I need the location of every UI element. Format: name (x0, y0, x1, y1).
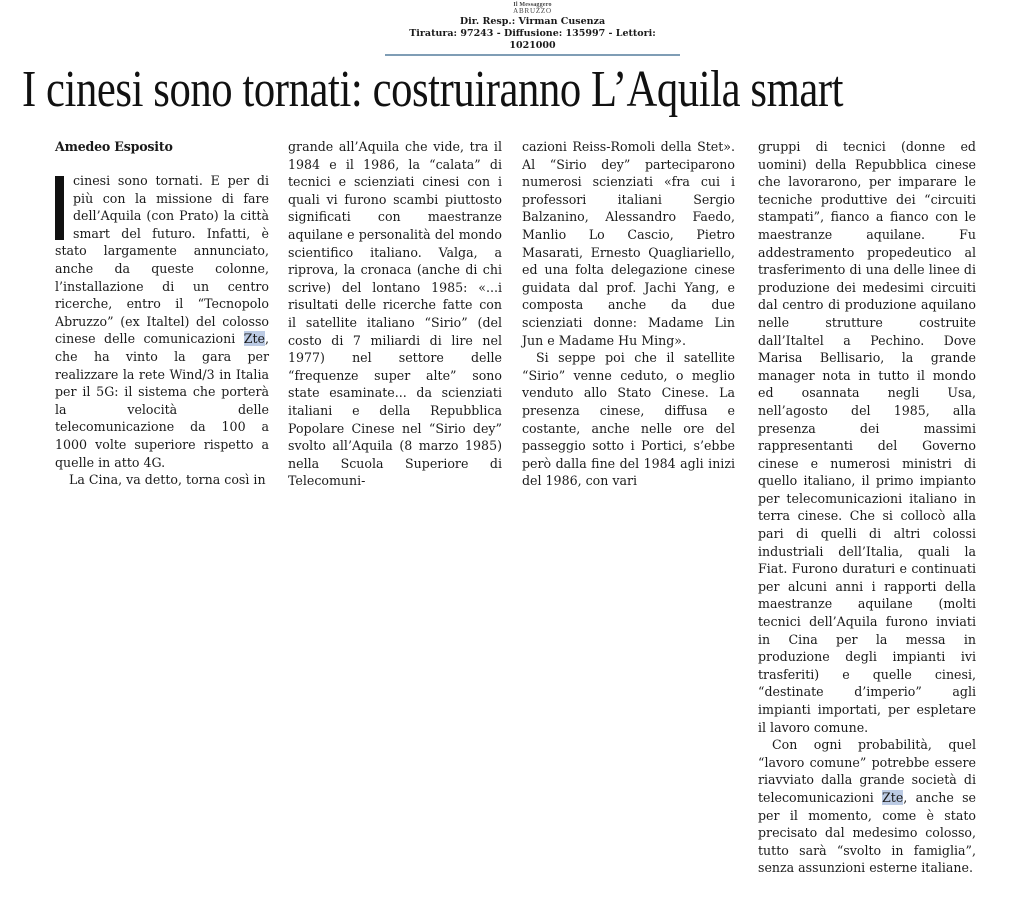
paragraph: Si seppe poi che il satellite “Sirio” venne ceduto, o meglio venduto allo Stato Cinese. La presenza cinese, diffusa e costante, anche nelle ore del passeggio sotto i Portici, s’ebbe però dalla fine del 1984 agli inizi del 1986, con vari (522, 350, 735, 489)
paragraph: cazioni Reiss-Romoli della Stet». Al “Sirio dey” parteciparono numerosi scienziati «fra cui i professori italiani Sergio Balzanino, Alessandro Faedo, Manlio Lo Cascio, Pietro Masarati, Ernesto Quagliariello, ed una folta delegazione cinese guidata dal prof. Jachi Yang, e composta anche da due scienziati donne: Madame Lin Jun e Madame Hu Ming». (522, 139, 735, 348)
highlighted-term[interactable]: Zte (882, 789, 904, 805)
masthead-rule (385, 54, 680, 56)
article-column-2 (288, 138, 502, 490)
article-column-3 (522, 138, 735, 490)
logo-line-1: Il Messaggero (513, 2, 552, 8)
article-column-4 (758, 138, 976, 877)
headline: I cinesi sono tornati: costruiranno L’Aquila smart (22, 61, 844, 118)
logo-line-2: ABRUZZO (513, 7, 552, 15)
paragraph-text: cinesi sono tornati. E per di più con la missione di fare dell’Aquila (con Prato) la città smart del futuro. Infatti, è stato largamente annunciato, anche da queste colonne, l’installazione di un centro ricerche, entro il “Tecnopolo Abruzzo” (ex Italtel) del colosso cinese delle comunicazioni (55, 173, 269, 347)
director-line: Dir. Resp.: Virman Cusenza (459, 16, 606, 27)
paragraph (758, 736, 976, 877)
paragraph: gruppi di tecnici (donne ed uomini) della Repubblica cinese che lavorarono, per imparare le tecniche produttive dei “circuiti stampati”, fianco a fianco con le maestranze aquilane. Fu addestramento propedeutico al trasferimento di una delle linee di produzione dei medesimi circuiti dal centro di produzione aquilano nelle strutture costruite dall’Italtel a Pechino. Dove Marisa Bellisario, la grande manager nota in tutto il mondo ed osannata negli Usa, nell’agosto del 1985, alla presenza dei massimi rappresentanti del Governo cinese e numerosi ministri di quello italiano, il primo impianto per telecomunicazioni italiano in terra cinese. Che si collocò alla pari di quelli di altri colossi industriali dell’Italia, quali la Fiat. Furono duraturi e continuati per alcuni anni i rapporti della maestranze aquilane (molti tecnici dell’Aquila furono inviati in Cina per la messa in produzione degli impianti ivi trasferiti) e quelle cinesi, “destinate d’imperio” agli impianti importati, per espletare il lavoro comune. (758, 139, 976, 735)
newspaper-logo (385, 2, 680, 15)
paragraph: grande all’Aquila che vide, tra il 1984 e il 1986, la “calata” di tecnici e scienziati cinesi con i quali vi furono scambi piuttosto significati con maestranze aquilane e personalità del mondo scientifico italiano. Valga, a riprova, la cronaca (anche di chi scrive) del lontano 1985: «...i risultati delle ricerche fatte con il satellite italiano “Sirio” (del costo di 7 miliardi di lire nel 1977) nel settore delle “frequenze super alte” sono state esaminate... da scienziati italiani e della Repubblica Popolare Cinese nel “Sirio dey” svolto all’Aquila (8 marzo 1985) nella Scuola Superiore di Telecomuni- (288, 139, 502, 489)
paragraph (55, 172, 269, 471)
drop-cap-i (55, 176, 64, 240)
author-byline: Amedeo Esposito (55, 139, 173, 154)
article-column-1 (55, 138, 269, 489)
circulation-stats: Tiratura: 97243 - Diffusione: 135997 - Lettori: 1021000 (409, 28, 656, 51)
masthead (385, 2, 680, 56)
paragraph-text: , anche se per il momento, come è stato precisato dal medesimo colosso, tutto sarà “svolto in famiglia”, senza assunzioni esterne italiane. (758, 789, 976, 876)
paragraph-text: Con ogni probabilità, quel “lavoro comune” potrebbe essere riavviato dalla grande società di telecomunicazioni (758, 737, 976, 805)
highlighted-term[interactable]: Zte (243, 331, 265, 347)
paragraph: La Cina, va detto, torna così in (69, 472, 266, 488)
paragraph-text: , che ha vinto la gara per realizzare la rete Wind/3 in Italia per il 5G: il sistema che porterà la velocità delle telecomunicazione da 100 a 1000 volte superiore rispetto a quelle in atto 4G. (55, 331, 269, 470)
